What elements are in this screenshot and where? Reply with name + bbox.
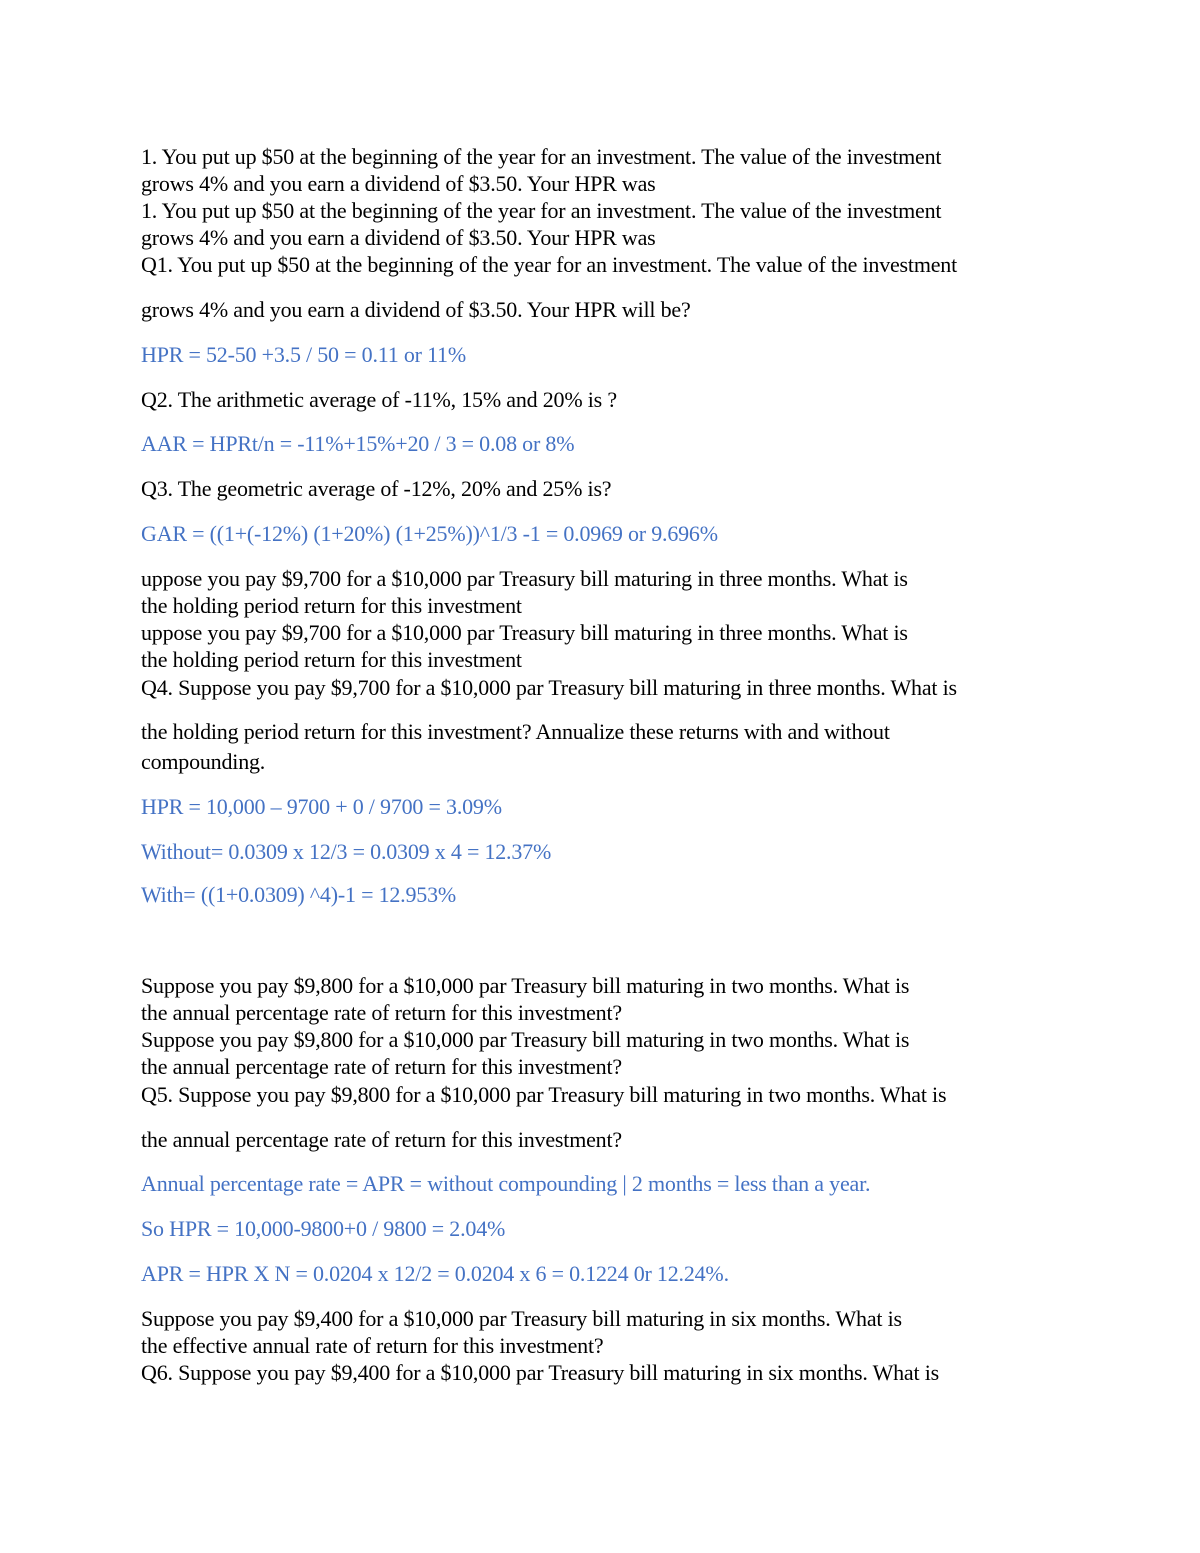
- answer-line: HPR = 52-50 +3.5 / 50 = 0.11 or 11%: [141, 342, 466, 367]
- question-line: 1. You put up $50 at the beginning of the year for an investment. The value of the investment: [141, 144, 942, 169]
- answer-line: APR = HPR X N = 0.0204 x 12/2 = 0.0204 x 6 = 0.1224 0r 12.24%.: [141, 1261, 729, 1286]
- question-line: 1. You put up $50 at the beginning of the year for an investment. The value of the investment: [141, 198, 942, 223]
- question-q4-line: Q4. Suppose you pay $9,700 for a $10,000 par Treasury bill maturing in three months. What is: [141, 675, 957, 700]
- question-line: the holding period return for this investment: [141, 647, 522, 672]
- question-q2-line: Q2. The arithmetic average of -11%, 15% and 20% is ?: [141, 387, 617, 412]
- question-q1-line: Q1. You put up $50 at the beginning of the year for an investment. The value of the investment: [141, 252, 958, 277]
- answer-line: Annual percentage rate = APR = without compounding | 2 months = less than a year.: [141, 1171, 871, 1196]
- question-line: grows 4% and you earn a dividend of $3.50. Your HPR was: [141, 171, 656, 196]
- question-line: uppose you pay $9,700 for a $10,000 par Treasury bill maturing in three months. What is: [141, 566, 908, 591]
- question-line: the holding period return for this investment: [141, 593, 522, 618]
- answer-line: AAR = HPRt/n = -11%+15%+20 / 3 = 0.08 or 8%: [141, 431, 575, 456]
- question-q5-line: the annual percentage rate of return for this investment?: [141, 1127, 622, 1152]
- answer-line: HPR = 10,000 – 9700 + 0 / 9700 = 3.09%: [141, 794, 502, 819]
- question-line: Suppose you pay $9,400 for a $10,000 par Treasury bill maturing in six months. What is: [141, 1306, 902, 1331]
- question-q4-line: the holding period return for this investment? Annualize these returns with and without: [141, 719, 890, 744]
- question-line: the annual percentage rate of return for this investment?: [141, 1054, 622, 1079]
- question-line: the effective annual rate of return for this investment?: [141, 1333, 604, 1358]
- question-line: the annual percentage rate of return for this investment?: [141, 1000, 622, 1025]
- answer-line: GAR = ((1+(-12%) (1+20%) (1+25%))^1/3 -1 = 0.0969 or 9.696%: [141, 521, 718, 546]
- question-q5-line: Q5. Suppose you pay $9,800 for a $10,000 par Treasury bill maturing in two months. What is: [141, 1082, 947, 1107]
- question-line: Suppose you pay $9,800 for a $10,000 par Treasury bill maturing in two months. What is: [141, 1027, 910, 1052]
- answer-line: So HPR = 10,000-9800+0 / 9800 = 2.04%: [141, 1216, 506, 1241]
- question-line: uppose you pay $9,700 for a $10,000 par Treasury bill maturing in three months. What is: [141, 620, 908, 645]
- question-line: grows 4% and you earn a dividend of $3.50. Your HPR was: [141, 225, 656, 250]
- question-q1-line: grows 4% and you earn a dividend of $3.50. Your HPR will be?: [141, 297, 691, 322]
- answer-line: Without= 0.0309 x 12/3 = 0.0309 x 4 = 12.37%: [141, 839, 552, 864]
- question-q6-line: Q6. Suppose you pay $9,400 for a $10,000 par Treasury bill maturing in six months. What is: [141, 1360, 939, 1385]
- question-q3-line: Q3. The geometric average of -12%, 20% and 25% is?: [141, 476, 612, 501]
- question-q4-line: compounding.: [141, 749, 266, 774]
- question-line: Suppose you pay $9,800 for a $10,000 par Treasury bill maturing in two months. What is: [141, 973, 910, 998]
- answer-line: With= ((1+0.0309) ^4)-1 = 12.953%: [141, 882, 457, 907]
